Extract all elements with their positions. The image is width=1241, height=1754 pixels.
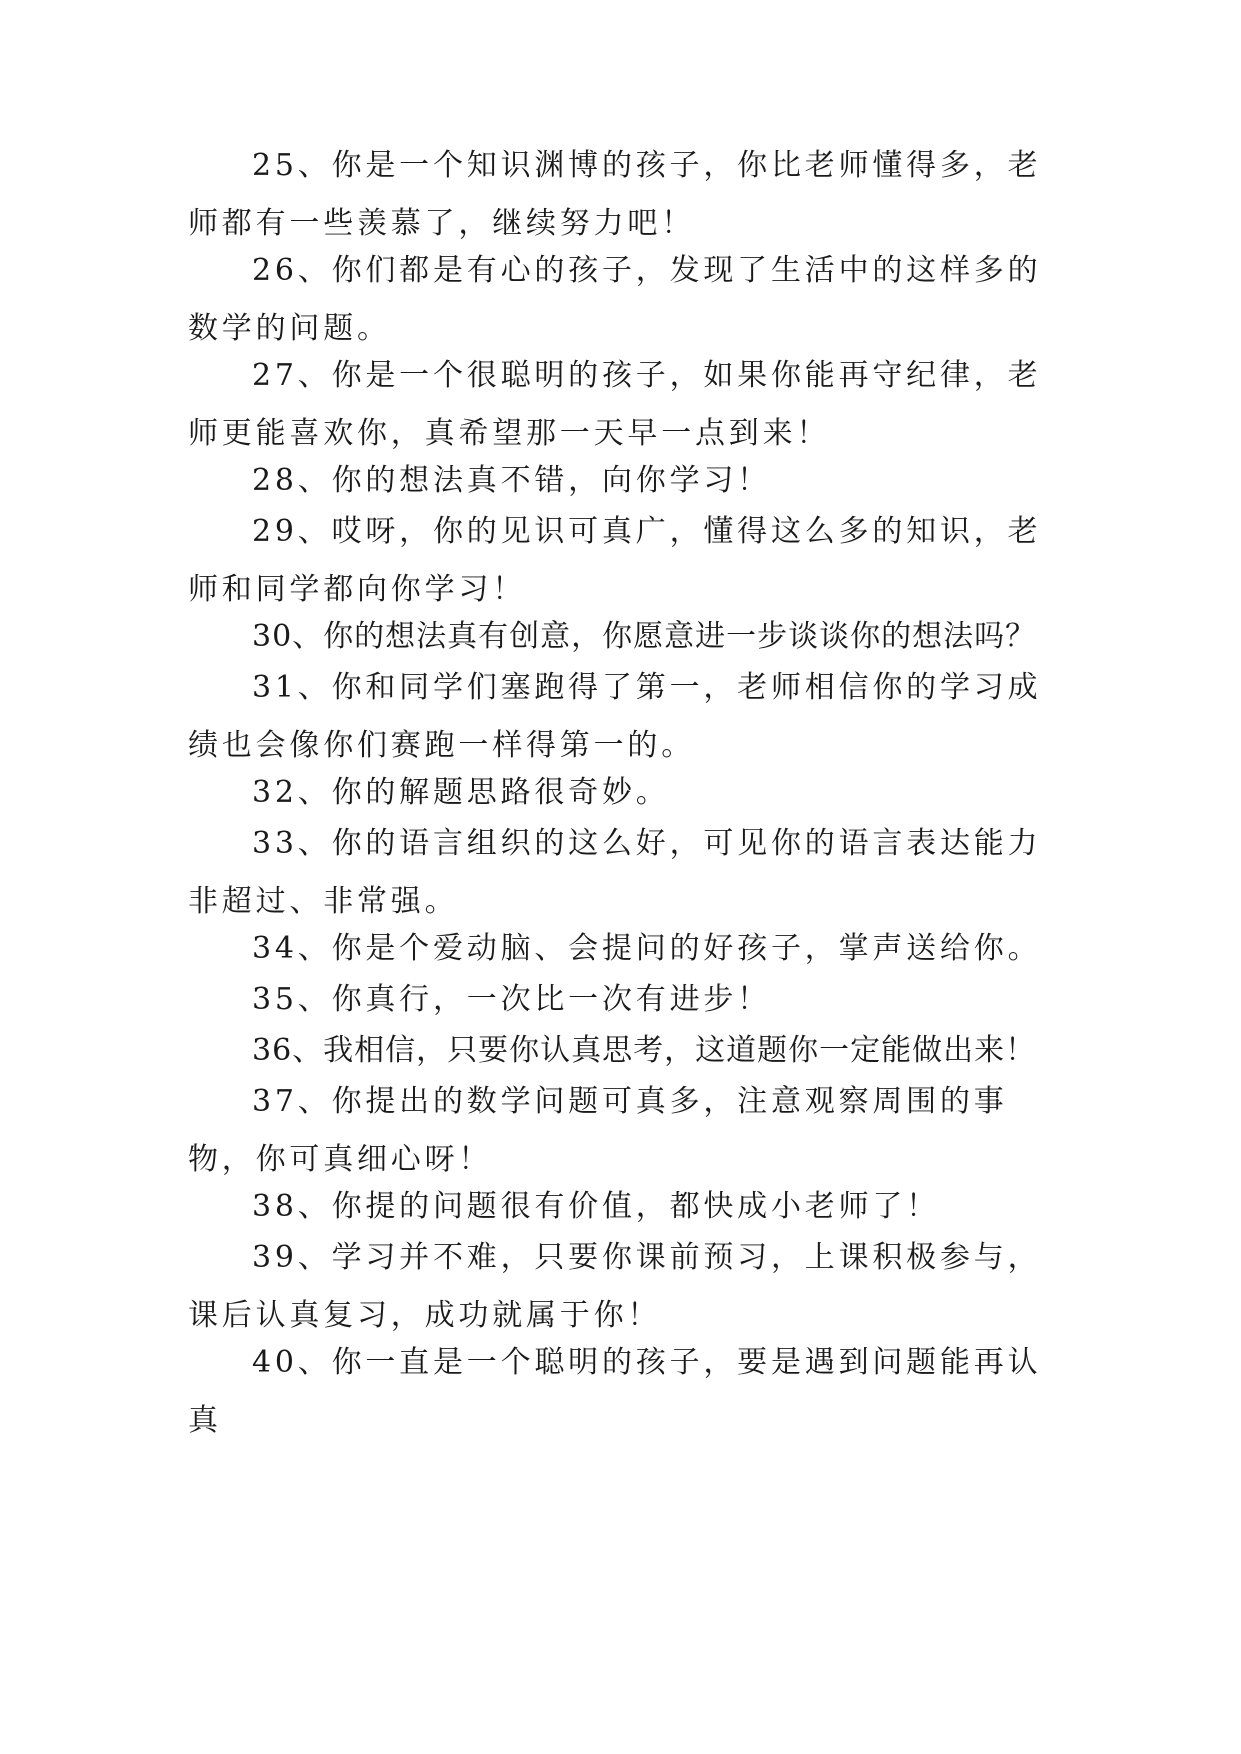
paragraph-31: 31、你和同学们塞跑得了第一，老师相信你的学习成绩也会像你们赛跑一样得第一的。 [188,670,1042,763]
paragraph-26: 26、你们都是有心的孩子，发现了生活中的这样多的数学的问题。 [188,253,1042,346]
paragraph-37: 37、你提出的数学问题可真多，注意观察周围的事物，你可真细心呀！ [188,1084,1008,1177]
paragraph-30: 30、你的想法真有创意，你愿意进一步谈谈你的想法吗？ [252,619,1037,654]
paragraph-35: 35、你真行，一次比一次有进步！ [252,982,771,1017]
paragraph-32: 32、你的解题思路很奇妙。 [252,775,670,810]
paragraph-29: 29、哎呀，你的见识可真广，懂得这么多的知识，老师和同学都向你学习！ [188,514,1042,607]
paragraph-27: 27、你是一个很聪明的孩子，如果你能再守纪律，老师更能喜欢你，真希望那一天早一点到来！ [188,358,1042,451]
paragraph-34: 34、你是个爱动脑、会提问的好孩子，掌声送给你。 [252,931,1042,966]
paragraph-39: 39、学习并不难，只要你课前预习，上课积极参与，课后认真复习，成功就属于你！ [188,1240,1042,1333]
paragraph-40: 40、你一直是一个聪明的孩子，要是遇到问题能再认真 [188,1345,1042,1438]
paragraph-25: 25、你是一个知识渊博的孩子，你比老师懂得多，老师都有一些羡慕了，继续努力吧！ [188,148,1042,241]
paragraph-38: 38、你提的问题很有价值，都快成小老师了！ [252,1189,940,1224]
paragraph-36: 36、我相信，只要你认真思考，这道题你一定能做出来！ [252,1033,1037,1068]
paragraph-33: 33、你的语言组织的这么好，可见你的语言表达能力非超过、非常强。 [188,826,1042,919]
paragraph-28: 28、你的想法真不错，向你学习！ [252,463,771,498]
